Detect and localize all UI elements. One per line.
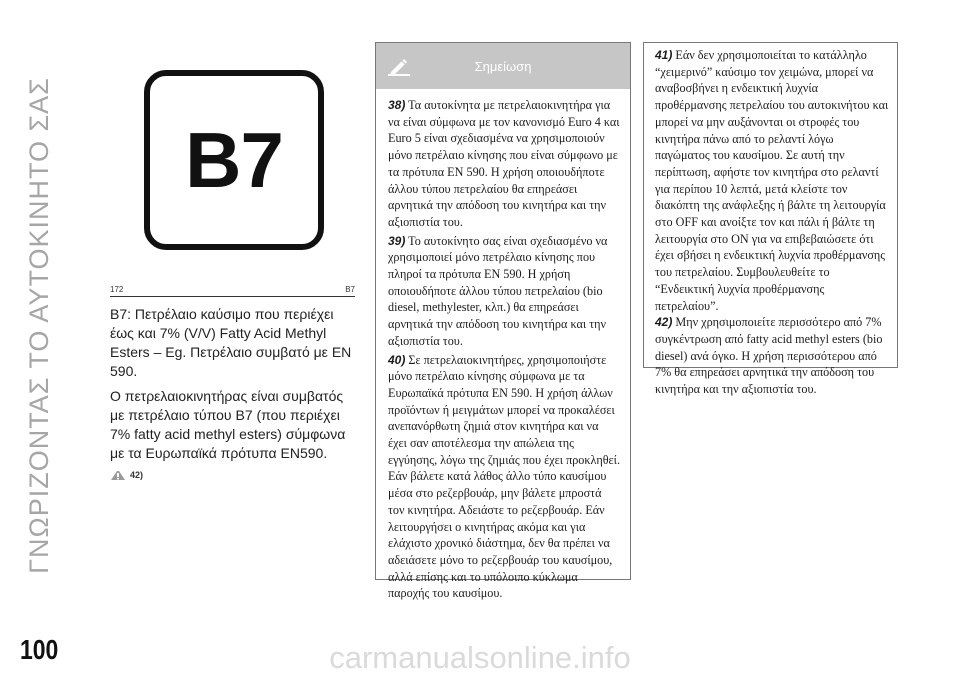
- figure-caption-bar: [110, 285, 355, 297]
- warning-item-text: Εάν δεν χρησιμοποιείται το κατάλληλο “χειμερινό” καύσιμο τον χειμώνα, μπορεί να αναβοσβήνει η ενδεικτική λυχνία προθέρμανσης πετρελαίου του αυτοκινήτου και μπορεί να μην αυξάνονται οι στροφές του κινητήρα πάνω από το ρελαντί λόγω παγώματος του καυσίμου. Σε αυτή την περίπτωση, αφήστε τον κινητήρα στο ρελαντί για περίπου 10 λεπτά, μετά κλείστε τον διακόπτη της ανάφλεξης ή βάλτε τη λειτουργία στο OFF και ανοίξτε τον και πάλι ή βάλτε τη λειτουργία στο ON για να επιβεβαιώσετε ότι έχει σβήσει η ενδεικτική λυχνία προθέρμανσης του πετρελαίου. Συμβουλευθείτε το “Ενδεικτική λυχνία προθέρμανσης πετρελαίου”.: [655, 48, 889, 313]
- engine-compatibility-paragraph: Ο πετρελαιοκινητήρας είναι συμβατός με πετρέλαιο τύπου B7 (που περιέχει 7% fatty acid methyl esters) σύμφωνα με τα Ευρωπαϊκά πρότυπα EN590.: [110, 388, 346, 461]
- warning-reference-number: 42): [130, 470, 144, 480]
- note-item-marker: 39): [388, 233, 406, 248]
- b7-definition-paragraph: B7: Πετρέλαιο καύσιμο που περιέχει έως και 7% (V/V) Fatty Acid Methyl Esters – Eg. Πετρέλαιο συμβατό με EN 590.: [110, 306, 352, 379]
- note-item: [388, 97, 620, 231]
- site-watermark: carmanualsonline.info: [329, 640, 631, 675]
- warning-item: [655, 314, 889, 398]
- note-item-text: Σε πετρελαιοκινητήρες, χρησιμοποιήστε μόνο πετρέλαιο κίνησης σύμφωνα με τα Ευρωπαϊκά πρότυπα EN 590. Η χρήση άλλων προϊόντων ή μειγμάτων μπορεί να προκαλέσει ανεπανόρθωτη ζημιά στον κινητήρα και να έχει σαν αποτέλεσμα την απώλεια της εγγύησης, λόγω της ζημιάς που έχει προκληθεί. Εάν βάλετε κατά λάθος άλλο τύπο καυσίμου μέσα στο ρεζερβουάρ, μην βάλετε μπροστά τον κινητήρα. Αδειάστε το ρεζερβουάρ. Εάν λειτουργήσει ο κινητήρας ακόμα και για ελάχιστο χρονικό διάστημα, δεν θα πρέπει να αδειάσετε μόνο το ρεζερβουάρ του καυσίμου, αλλά επίσης και το υπόλοιπο κύκλωμα παροχής του καυσίμου.: [388, 352, 621, 601]
- note-item-text: Τα αυτοκίνητα με πετρελαιοκινητήρα για να είναι σύμφωνα με τον κανονισμό Euro 4 και Euro 5 είναι σχεδιασμένα να χρησιμοποιούν μόνο πετρέλαιο κίνησης που είναι σύμφωνο με τα πρότυπα EN 590. Η χρήση οποιουδήποτε άλλου τύπου πετρελαίου θα επηρεάσει αρνητικά την απόδοση του κινητήρα και την αξιοπιστία του.: [388, 98, 620, 229]
- note-box: [375, 42, 631, 601]
- warning-reference: [110, 469, 355, 481]
- note-item: [388, 233, 620, 350]
- page-number: 100: [20, 634, 59, 665]
- note-item-marker: 38): [388, 98, 406, 112]
- left-column: [110, 40, 355, 481]
- pencil-note-icon: [386, 55, 412, 77]
- fuel-label-figure: [110, 40, 355, 285]
- figure-code: B7: [345, 285, 355, 294]
- warning-item-marker: 41): [655, 48, 673, 62]
- note-body: [376, 89, 630, 602]
- note-title: Σημείωση: [474, 58, 532, 74]
- chapter-side-title: [14, 20, 64, 630]
- note-item-marker: 40): [388, 352, 406, 367]
- warning-box: [643, 42, 898, 397]
- b7-fuel-sign: [144, 70, 324, 250]
- figure-number: 172: [110, 285, 124, 294]
- warning-item-text: Μην χρησιμοποιείτε περισσότερο από 7% συγκέντρωση από fatty acid methyl esters (bio diesel) ανά όγκο. Η χρήση περισσότερου από 7% θα επηρεάσει αρνητικά την απόδοση του κινητήρα και την αξιοπιστία του.: [655, 315, 883, 397]
- warning-item-marker: 42): [655, 315, 673, 330]
- chapter-side-title-text: ΓΝΩΡΙΖΟΝΤΑΣ ΤΟ ΑΥΤΟΚΙΝΗΤΟ ΣΑΣ: [23, 76, 54, 574]
- warning-hand-icon: [110, 469, 126, 481]
- note-item-text: Το αυτοκίνητο σας είναι σχεδιασμένο να χρησιμοποιεί μόνο πετρέλαιο κίνησης που πληροί τα πρότυπα EN 590. Η χρήση οποιουδήποτε άλλου τύπου πετρελαίου (bio diesel, methylester, κλπ.) θα επηρεάσει αρνητικά την απόδοση του κινητήρα και την αξιοπιστία του.: [388, 233, 608, 348]
- warning-item: [655, 47, 889, 314]
- b7-sign-label: B7: [185, 115, 283, 204]
- note-item: [388, 352, 620, 603]
- note-header: [376, 43, 630, 89]
